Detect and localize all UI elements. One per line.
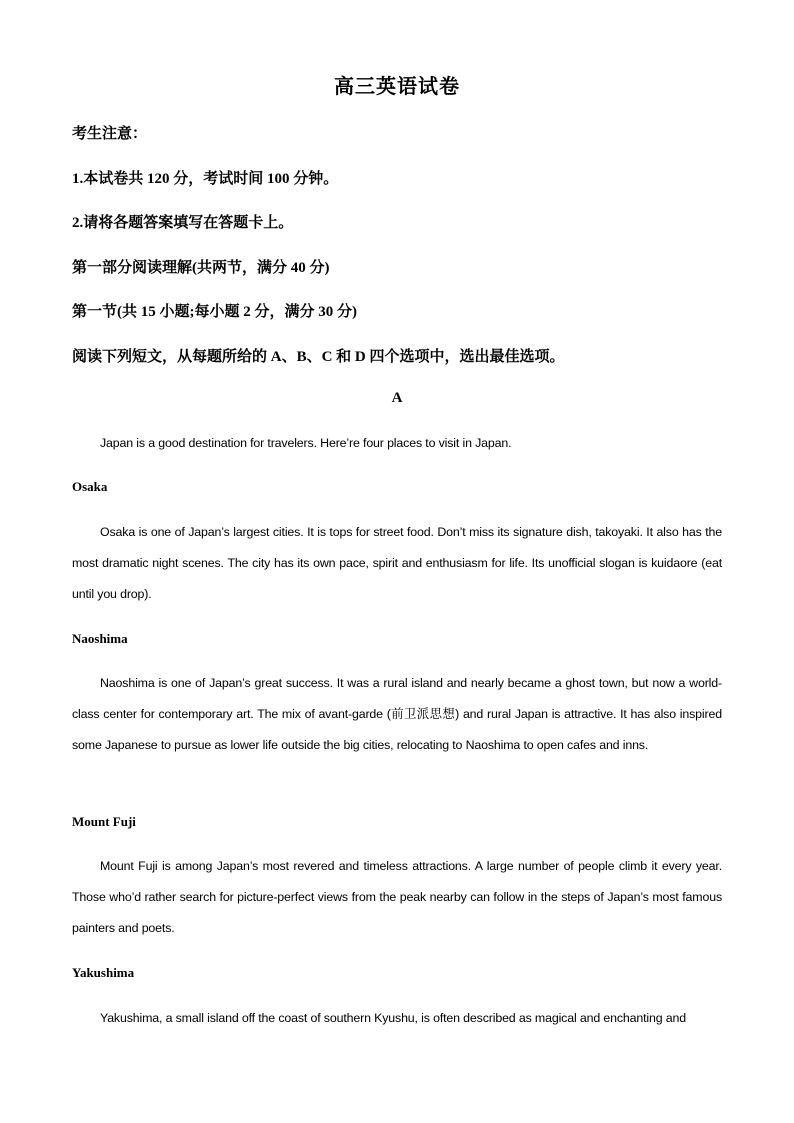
notice-line-1: 1.本试卷共 120 分，考试时间 100 分钟。 bbox=[72, 171, 339, 187]
page-title: 高三英语试卷 bbox=[334, 76, 460, 98]
section-one-heading: 第一节(共 15 小题;每小题 2 分，满分 30 分) bbox=[72, 304, 357, 320]
section-text-osaka: Osaka is one of Japan’s largest cities. It is tops for street food. Don’t miss its signature dish, takoyaki. It also has the most dramatic night scenes. The city has its own pace, spirit and enthusiasm for life. Its unofficial slogan is kuidaore (eat until you drop). bbox=[72, 525, 722, 601]
passage-intro: Japan is a good destination for travelers. Here’re four places to visit in Japan. bbox=[100, 436, 512, 450]
passage-label: A bbox=[391, 390, 403, 406]
part-one-heading: 第一部分阅读理解(共两节，满分 40 分) bbox=[72, 260, 330, 276]
section-text-mount-fuji: Mount Fuji is among Japan’s most revered and timeless attractions. A large number of people climb it every year. Those who’d rather search for picture-perfect views from the peak nearby can follow in the steps of Japan’s most famous painters and poets. bbox=[72, 859, 722, 935]
section-heading-osaka: Osaka bbox=[72, 479, 108, 494]
instructions: 阅读下列短文，从每题所给的 A、B、C 和 D 四个选项中，选出最佳选项。 bbox=[72, 349, 565, 365]
section-heading-naoshima: Naoshima bbox=[72, 631, 128, 646]
section-text-yakushima: Yakushima, a small island off the coast of southern Kyushu, is often described as magical and enchanting and bbox=[100, 1011, 687, 1025]
notice-heading: 考生注意： bbox=[72, 126, 148, 142]
section-heading-yakushima: Yakushima bbox=[72, 965, 135, 980]
section-text-naoshima: Naoshima is one of Japan’s great success. It was a rural island and nearly became a ghost town, but now a world-class center for contemporary art. The mix of avant-garde (前卫派思想) and rural Japan is attractive. It has also inspired some Japanese to pursue as lower life outside the big cities, relocating to Naoshima to open cafes and inns. bbox=[72, 676, 722, 752]
notice-line-2: 2.请将各题答案填写在答题卡上。 bbox=[72, 215, 294, 231]
section-heading-mount-fuji: Mount Fuji bbox=[72, 814, 136, 829]
